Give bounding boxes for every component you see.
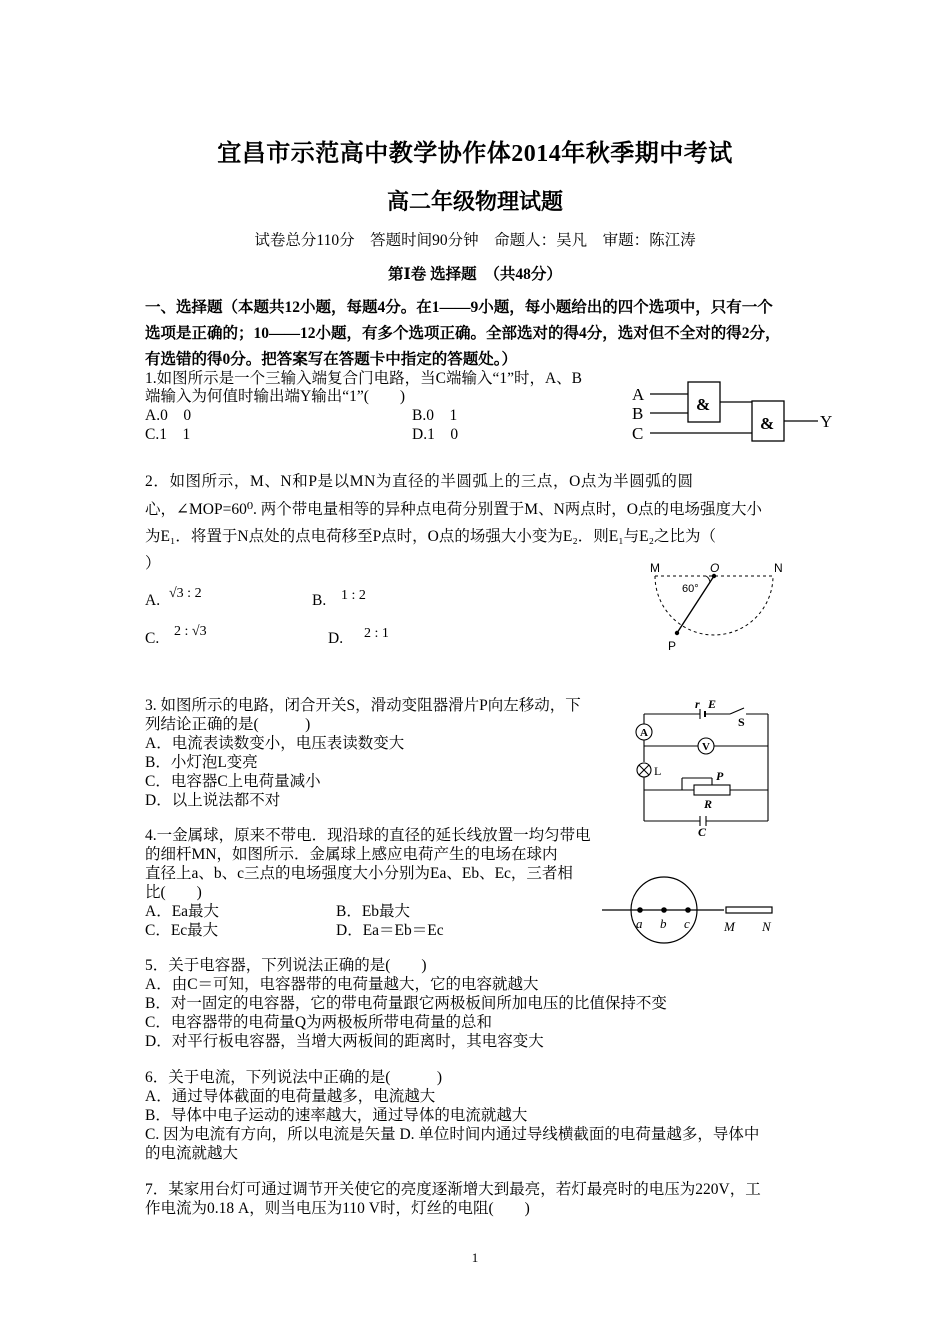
q2-text: 2．如图所示，M、N和P是以MN为直径的半圆弧上的三点，O点为半圆弧的圆 xyxy=(145,473,694,490)
label-c: C xyxy=(698,825,707,839)
q2-option-a-value: √3 : 2 xyxy=(169,586,202,601)
input-label-c: C xyxy=(632,424,644,443)
q2-option-c-label: C. xyxy=(145,630,160,647)
label-b: b xyxy=(660,916,667,931)
metal-sphere-figure xyxy=(602,870,782,942)
q6-option-a: A．通过导体截面的电荷量越多，电流越大 xyxy=(145,1088,436,1105)
label-n: N xyxy=(762,919,771,934)
label-e: E xyxy=(708,697,717,711)
semicircle-figure xyxy=(640,560,790,660)
q2-option-a-label: A. xyxy=(145,592,161,609)
instruction-line: 选项是正确的；10——12小题，有多个选项正确。全部选对的得4分，选对但不全对的得2分， xyxy=(145,325,781,342)
label-v: V xyxy=(702,741,710,753)
q6-option-b: B．导体中电子运动的速率越大，通过导体的电流就越大 xyxy=(145,1107,528,1124)
q2-text: 为E₁．将置于N点处的点电荷移至P点时，O点的场强大小变为E₂．则E₁与E₂之比为（ xyxy=(145,528,716,545)
q3-option-d: D．以上说法都不对 xyxy=(145,792,281,809)
q4-text: 4.一金属球，原来不带电．现沿球的直径的延长线放置一均匀带电 xyxy=(145,827,591,844)
label-rr: R xyxy=(704,797,713,811)
instruction-line: 一、选择题（本题共12小题，每题4分。在1——9小题，每小题给出的四个选项中，只有一个 xyxy=(145,299,773,316)
label-m: M xyxy=(724,919,735,934)
gate-symbol: & xyxy=(696,395,711,414)
label-m: M xyxy=(650,561,660,575)
q7-text: 作电流为0.18 A，则当电压为110 V时，灯丝的电阻( ) xyxy=(145,1200,530,1217)
label-s: S xyxy=(738,715,745,729)
q1-text: 1.如图所示是一个三输入端复合门电路，当C端输入“1”时，A、B xyxy=(145,370,583,387)
logic-gate-figure xyxy=(630,376,840,448)
exam-meta: 试卷总分110分 答题时间90分钟 命题人：吴凡 审题：陈江涛 xyxy=(254,232,696,249)
point-c xyxy=(685,907,691,913)
q2-text: 心，∠MOP=60⁰. 两个带电量相等的异种点电荷分别置于M、N两点时，O点的电场强度大小 xyxy=(145,501,762,518)
q3-option-c: C．电容器C上电荷量减小 xyxy=(145,773,321,790)
label-p: P xyxy=(716,769,724,783)
q5-option-d: D．对平行板电容器，当增大两板间的距离时，其电容变大 xyxy=(145,1033,544,1050)
q7-text: 7．某家用台灯可通过调节开关使它的亮度逐渐增大到最亮，若灯最亮时的电压为220V，工 xyxy=(145,1181,761,1198)
q5-option-a: A．由C＝可知，电容器带的电荷量越大，它的电容就越大 xyxy=(145,976,539,993)
q4-text: 的细杆MN，如图所示．金属球上感应电荷产生的电场在球内 xyxy=(145,846,558,863)
q3-text: 列结论正确的是( ) xyxy=(145,716,311,733)
q4-option-d: D．Ea＝Eb＝Ec xyxy=(336,922,444,939)
q3-option-a: A．电流表读数变小，电压表读数变大 xyxy=(145,735,405,752)
q3-option-b: B．小灯泡L变亮 xyxy=(145,754,258,771)
point-a xyxy=(637,907,643,913)
label-angle: 60° xyxy=(682,583,699,595)
input-label-a: A xyxy=(632,385,645,404)
q4-option-b: B．Eb最大 xyxy=(336,903,411,920)
q5-text: 5．关于电容器，下列说法正确的是( ) xyxy=(145,957,427,974)
label-o: O xyxy=(710,561,720,575)
q4-option-c: C．Ec最大 xyxy=(145,922,219,939)
output-label-y: Y xyxy=(820,412,833,431)
q1-text: 端输入为何值时输出端Y输出“1”( ) xyxy=(145,388,406,405)
label-r: r xyxy=(695,697,700,711)
q4-text: 直径上a、b、c三点的电场强度大小分别为Ea、Eb、Ec，三者相 xyxy=(145,865,573,882)
q1-option-d: D.1 0 xyxy=(412,426,459,443)
circuit-figure xyxy=(632,698,772,838)
q5-option-b: B．对一固定的电容器，它的带电荷量跟它两极板间所加电压的比值保持不变 xyxy=(145,995,667,1012)
q6-option-d-cont: 的电流就越大 xyxy=(145,1145,239,1162)
point-b xyxy=(661,907,667,913)
q2-option-b-value: 1 : 2 xyxy=(341,588,366,603)
q5-option-c: C．电容器带的电荷量Q为两极板所带电荷量的总和 xyxy=(145,1014,493,1031)
instruction-line: 有选错的得0分。把答案写在答题卡中指定的答题处。） xyxy=(145,351,518,368)
label-a: A xyxy=(640,727,648,739)
charged-rod xyxy=(726,907,772,913)
q3-text: 3. 如图所示的电路，闭合开关S，滑动变阻器滑片P向左移动，下 xyxy=(145,697,581,714)
label-n: N xyxy=(774,561,783,575)
page-number: 1 xyxy=(471,1250,479,1265)
gate-symbol: & xyxy=(760,414,775,433)
q4-option-a: A．Ea最大 xyxy=(145,903,220,920)
input-label-b: B xyxy=(632,404,644,423)
point-p xyxy=(675,631,679,635)
q2-text: ） xyxy=(145,555,161,572)
label-p: P xyxy=(668,639,677,653)
exam-subtitle: 高二年级物理试题 xyxy=(386,189,563,214)
q4-text: 比( ) xyxy=(145,884,202,901)
section-heading: 第Ⅰ卷 选择题 （共48分） xyxy=(388,266,562,283)
q6-option-cd: C. 因为电流有方向，所以电流是矢量 D. 单位时间内通过导线横截面的电荷量越多，导体中 xyxy=(145,1126,760,1143)
q2-option-c-value: 2 : √3 xyxy=(174,624,207,639)
q2-option-d-label: D. xyxy=(328,630,344,647)
q2-option-d-value: 2 : 1 xyxy=(364,626,389,641)
q6-text: 6．关于电流，下列说法中正确的是( ) xyxy=(145,1069,443,1086)
q1-option-b: B.0 1 xyxy=(412,407,458,424)
exam-title: 宜昌市示范高中教学协作体2014年秋季期中考试 xyxy=(217,141,733,167)
rheostat xyxy=(694,785,730,795)
q2-option-b-label: B. xyxy=(312,592,327,609)
label-c: c xyxy=(684,916,690,931)
q1-option-c: C.1 1 xyxy=(145,426,191,443)
label-a: a xyxy=(636,916,643,931)
q1-option-a: A.0 0 xyxy=(145,407,192,424)
label-l: L xyxy=(654,764,662,778)
